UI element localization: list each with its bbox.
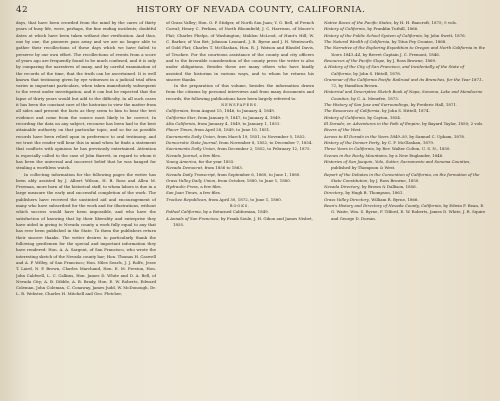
entry-title: History of California xyxy=(324,114,365,120)
entry-title: California Star xyxy=(166,114,196,120)
bibliography-entry xyxy=(324,45,486,58)
entry-title: Nevada Democrat xyxy=(166,165,203,171)
entry-title: Nevada Directory xyxy=(324,184,360,190)
entry-details: , by John S. Hittell, 1874. xyxy=(379,108,430,114)
entry-details: , from November 8, 1852, to December 7, 1854. xyxy=(216,139,313,145)
entry-details: , by Frederic Hall, 1871. xyxy=(408,102,458,108)
running-title: HISTORY OF NEVADA COUNTY, CALIFORNIA. xyxy=(136,5,366,15)
bibliography-entry xyxy=(324,159,486,172)
entry-title: Three Years in California xyxy=(324,146,374,152)
bibliography-entry xyxy=(324,89,486,102)
entry-title: Resources of the Pacific Slope xyxy=(324,57,385,63)
entry-details: , by H. H. Bancroft, 1875; 5 vols. xyxy=(391,20,457,25)
entry-details: , William R. Byrne, 1866. xyxy=(368,196,419,202)
bibliography-entry xyxy=(166,216,314,229)
entry-title: Nevada Journal xyxy=(166,152,197,158)
entry-title: Grass Valley Directory xyxy=(324,196,369,202)
entry-title: A Annals of San Francisco xyxy=(166,215,219,221)
entry-details: , by Samuel C. Upham, 1878. xyxy=(406,133,466,139)
entry-details: , a few files. xyxy=(196,152,221,158)
entry-title: San Juan Times xyxy=(166,190,198,196)
entry-title: Histories of San Joaquin, Yolo, Sutter, Sacramento and Sonoma Counties xyxy=(324,158,470,164)
text-column-right xyxy=(324,20,486,398)
entry-details: , a few files. xyxy=(197,190,222,196)
entry-title: Historical and Descriptive Sketch Book of Napa, Sonoma, Lake and Mendocino Counties xyxy=(324,89,483,101)
bibliography-entry xyxy=(324,64,486,77)
entry-details: , from September 6, 1860, to June 1, 1880. xyxy=(214,171,301,177)
paragraph: days, that have been crowded from the mind by the cares of thirty years of busy life, were, perhaps, the fine ending incidents; doubtful dates at which have been taken without due verification. And thus, one by one, the pioneers pass away and we are no longer able to gather their recollections of these days which we have failed to preserve by our own effort. The recollections of events from a score of years ago are frequently found to be much confused, and it is only by comparing the narratives of many, and by careful examination of the records of the time, that the truth can be ascertained. It is well known that testimony given by eye witnesses in a judicial trial often varies in important particulars, when taken immediately subsequent to the event under investigation, and it can but be expected that the lapse of thirty years would but add to the difficulty. In all such cases it has been the constant care of the historian to view the matter from all sides and present the facts as they seem to him to bear the test evidence and come from the source most likely to be correct. In recording the data on any subject, recourse has been had to the best attainable authority on that particular topic, and so far as possible records have been relied upon in preference to oral testimony, and we trust the reader will bear this in mind when he finds a statement that conflicts with opinions he has previously entertained. Attention is especially called to the case of John Barrett, in regard to whom it has been the universal and incorrect belief that he was hanged for stealing a worthless watch. xyxy=(16,20,156,171)
entry-title: Young America xyxy=(166,158,197,164)
entry-details: , by Hugh B. Thompson, 1861. xyxy=(342,190,404,196)
entry-title: The History of San Jose and Surroundings xyxy=(324,102,409,108)
entry-title: Truckee Republican xyxy=(166,196,207,202)
entry-title: El Dorado; or, Adventures in the Path of Empire xyxy=(324,121,420,126)
entry-title: Alta California xyxy=(166,121,196,126)
entry-title: The Resources of California xyxy=(324,108,380,114)
entry-title: Grammar of the California Pacific Railroad and its Branches, for the Year 1871–72 xyxy=(324,76,484,89)
entry-title: Directory xyxy=(324,190,343,196)
paragraph: of Grass Valley; Hon. O. P. Stidger, of North San Juan; Y. G. Bell, of French Corral; Henry C. Perkins, of North Bloomfield; J. C. Harrison, of Moore's Flat; Charles Phelps, of Washington; Mahlon McLeod, of Hunt's Hill; W. C. Barker, of You Bet; Johnson Leonard, J. R. Byrne and J. H. Wentworth, of Gold Flat; Charles T. McGlashan, Hon. R. J. Watson and Blasdel Davis, of Truckee. For the courteous assistance of the county and city officers and to the favorable consideration of the county press the writer is also under obligations. Besides these are many others who have kindly assisted the historian in various ways, and to whom he returns his sincere thanks. xyxy=(166,20,314,82)
entry-details: , by a Returned Californian, 1849. xyxy=(200,209,269,215)
entry-title: Scenes in the Rocky Mountains xyxy=(324,152,387,158)
entry-details: , from January 4, 1849, to January 1, 1851. xyxy=(195,121,281,126)
bibliography-entry xyxy=(324,77,486,90)
entry-title: Report of the Debates in the Convention of California, on the formation of the State Constitution xyxy=(324,171,480,183)
entry-details: , by C. F. McGlashan, 1879. xyxy=(379,139,435,145)
entry-details: , by Titus Fey Cronise, 1868. xyxy=(389,38,447,44)
bibliography-entry xyxy=(324,172,486,185)
entry-details: , published by Thompson & West. xyxy=(331,158,471,171)
newspaper-list xyxy=(166,108,314,203)
entry-title: Nevada Daily Transcript xyxy=(166,171,215,177)
entry-title: Sacramento Daily Union xyxy=(166,146,215,152)
entry-details: , from August 15, 1846, to January 4, 1849. xyxy=(188,108,275,114)
book-list xyxy=(166,209,314,228)
entry-details: , from December 2, 1852, to February 12, 1875. xyxy=(214,146,311,152)
entry-details: , from April 28, 1849, to June 10, 1851. xyxy=(191,127,271,133)
bibliography-entry xyxy=(324,203,486,222)
entry-title: The Narrative of the Exploring Expedition to Oregon and North California in the Years 1843–44 xyxy=(324,45,486,57)
entry-title: Placer Times xyxy=(166,127,192,133)
entry-details: , by Hamilton Brown. xyxy=(336,83,379,89)
entry-details: . xyxy=(360,127,362,133)
entry-title: History of the Donner Party xyxy=(324,139,380,145)
entry-title: A History of the City of San Francisco, and Incidentally of the State of California xyxy=(324,64,465,76)
entry-details: , a few files. xyxy=(197,184,222,190)
book-list xyxy=(324,20,486,222)
section-heading-newspapers: NEWSPAPERS. xyxy=(221,103,259,108)
entry-details: , from April 30, 1872, to June 1, 1880. xyxy=(206,196,283,202)
entry-details: , by Edwin F. Bean, E. G. Waite, Wm. S. Byrne, F. Tilford, E. W. Roberts, James D. White, J. R. Squire and George D. Dornin. xyxy=(331,203,486,221)
entry-details: , by Franklin Tuthill, 1866. xyxy=(364,26,419,32)
entry-details: , from January 9, 1847, to January 4, 1849. xyxy=(195,114,282,120)
entry-details: , by John S. Hittell, 1878. xyxy=(350,70,402,76)
entry-details: , by Frank Soule, J. H. Gihon and James Nisbet, 1855. xyxy=(173,215,313,227)
section-heading-books: BOOKS. xyxy=(229,204,251,209)
entry-details: , by J. Ross Browne, 1850. xyxy=(367,177,420,183)
entry-title: Pathed California xyxy=(166,209,201,215)
entry-title: Native Races of the Pacific States xyxy=(324,20,392,25)
entry-details: , by Brevet Captain J. C. Fremont, 1846. xyxy=(360,51,441,57)
entry-details: , by Rev. Walter Colton, U. S. N., 1850. xyxy=(373,146,451,152)
entry-details: , by a New Englander, 1846. xyxy=(386,152,444,158)
entry-title: Across to El Dorado in the Years 1849–50 xyxy=(324,133,407,139)
entry-details: , for the year 1855. xyxy=(196,158,235,164)
entry-title: Rivers of the West xyxy=(324,127,361,133)
entry-title: Democratic State Journal xyxy=(166,139,217,145)
paragraph: In collecting information for the following pages the writer has been ably assisted by J. Albert Wilson, H. B. Ross and Allen M. Freeman, more born of the historical staff, to whom labors is due in a large measure the early and successful completion of the work. The publishers have received the unstinted aid and encouragement of many who have subscribed for the work and for illustrations, without which success would have been impossible, and who have the satisfaction of knowing that by their liberality and enterprise they have aided in giving to Nevada county a work fully equal to any that has ever been published in the State. To them the publishers return their sincere thanks. The writer desires to particularly thank the following gentlemen for the special and important information they have rendered: Hon. A. A. Sargent, of San Francisco, who wrote the interesting sketch of the Nevada county bar; Hon. Thomas H. Caswell and A. P. Willey, of San Francisco; Hon. Niles Searls, J. J. Rolfe, Jesse T. Laird, N. P. Brown, Charles Marchand, Hon. E. M. Preston, Hon. John Caldwell, L. C. Calkins, Hon. James D. White and D. A. Bell, of Nevada City; A. B. Dibble, A. B. Brady, Hon. E. W. Roberts, Edward Coleman, John Coleman, C. Conaway, James Judd, W. McDonough, Dr. L. R. Webster, Charles H. Mitchell and Geo. Fletcher, xyxy=(16,171,156,297)
entry-details: , by Cayton, 1854. xyxy=(364,114,402,120)
entry-details: , from March 19, 1851, to November 5, 1852. xyxy=(214,133,306,139)
entry-details: , from October, 1880, to June 1, 1880. xyxy=(215,177,291,183)
entry-title: Californian xyxy=(166,108,189,114)
text-column-left xyxy=(16,20,156,398)
entry-title: History of California xyxy=(324,26,365,32)
text-column-middle xyxy=(166,20,314,398)
entry-title: Grass Valley Daily Union xyxy=(166,177,216,183)
page-number: 42 xyxy=(16,5,29,15)
entry-details: , by John Swett, 1876. xyxy=(421,32,466,38)
entry-details: , by J. Ross Browne, 1869. xyxy=(384,57,437,63)
entry-details: , by Bayard Taylor, 1850; 2 vols. xyxy=(419,121,484,126)
entry-title: The Natural Wealth of California xyxy=(324,38,390,44)
running-header xyxy=(16,5,486,17)
entry-title: History of the Public School System of California xyxy=(324,32,422,38)
entry-title: Bean's History and Directory of Nevada County, California xyxy=(324,203,441,209)
entry-details: , by C. A. Menefee, 1873. xyxy=(348,95,399,101)
entry-title: Hydraulic Press xyxy=(166,184,198,190)
entry-details: , from 1856 to 1863. xyxy=(202,165,244,171)
entry-details: , by Brown & Dallison, 1856. xyxy=(359,184,417,190)
paragraph: In the preparation of this volume, besides the information drawn from the citizens by personal interviews and from many documents and records, the following publications have been largely referred to: xyxy=(166,83,314,101)
entry-title: Sacramento Daily Union xyxy=(166,133,215,139)
